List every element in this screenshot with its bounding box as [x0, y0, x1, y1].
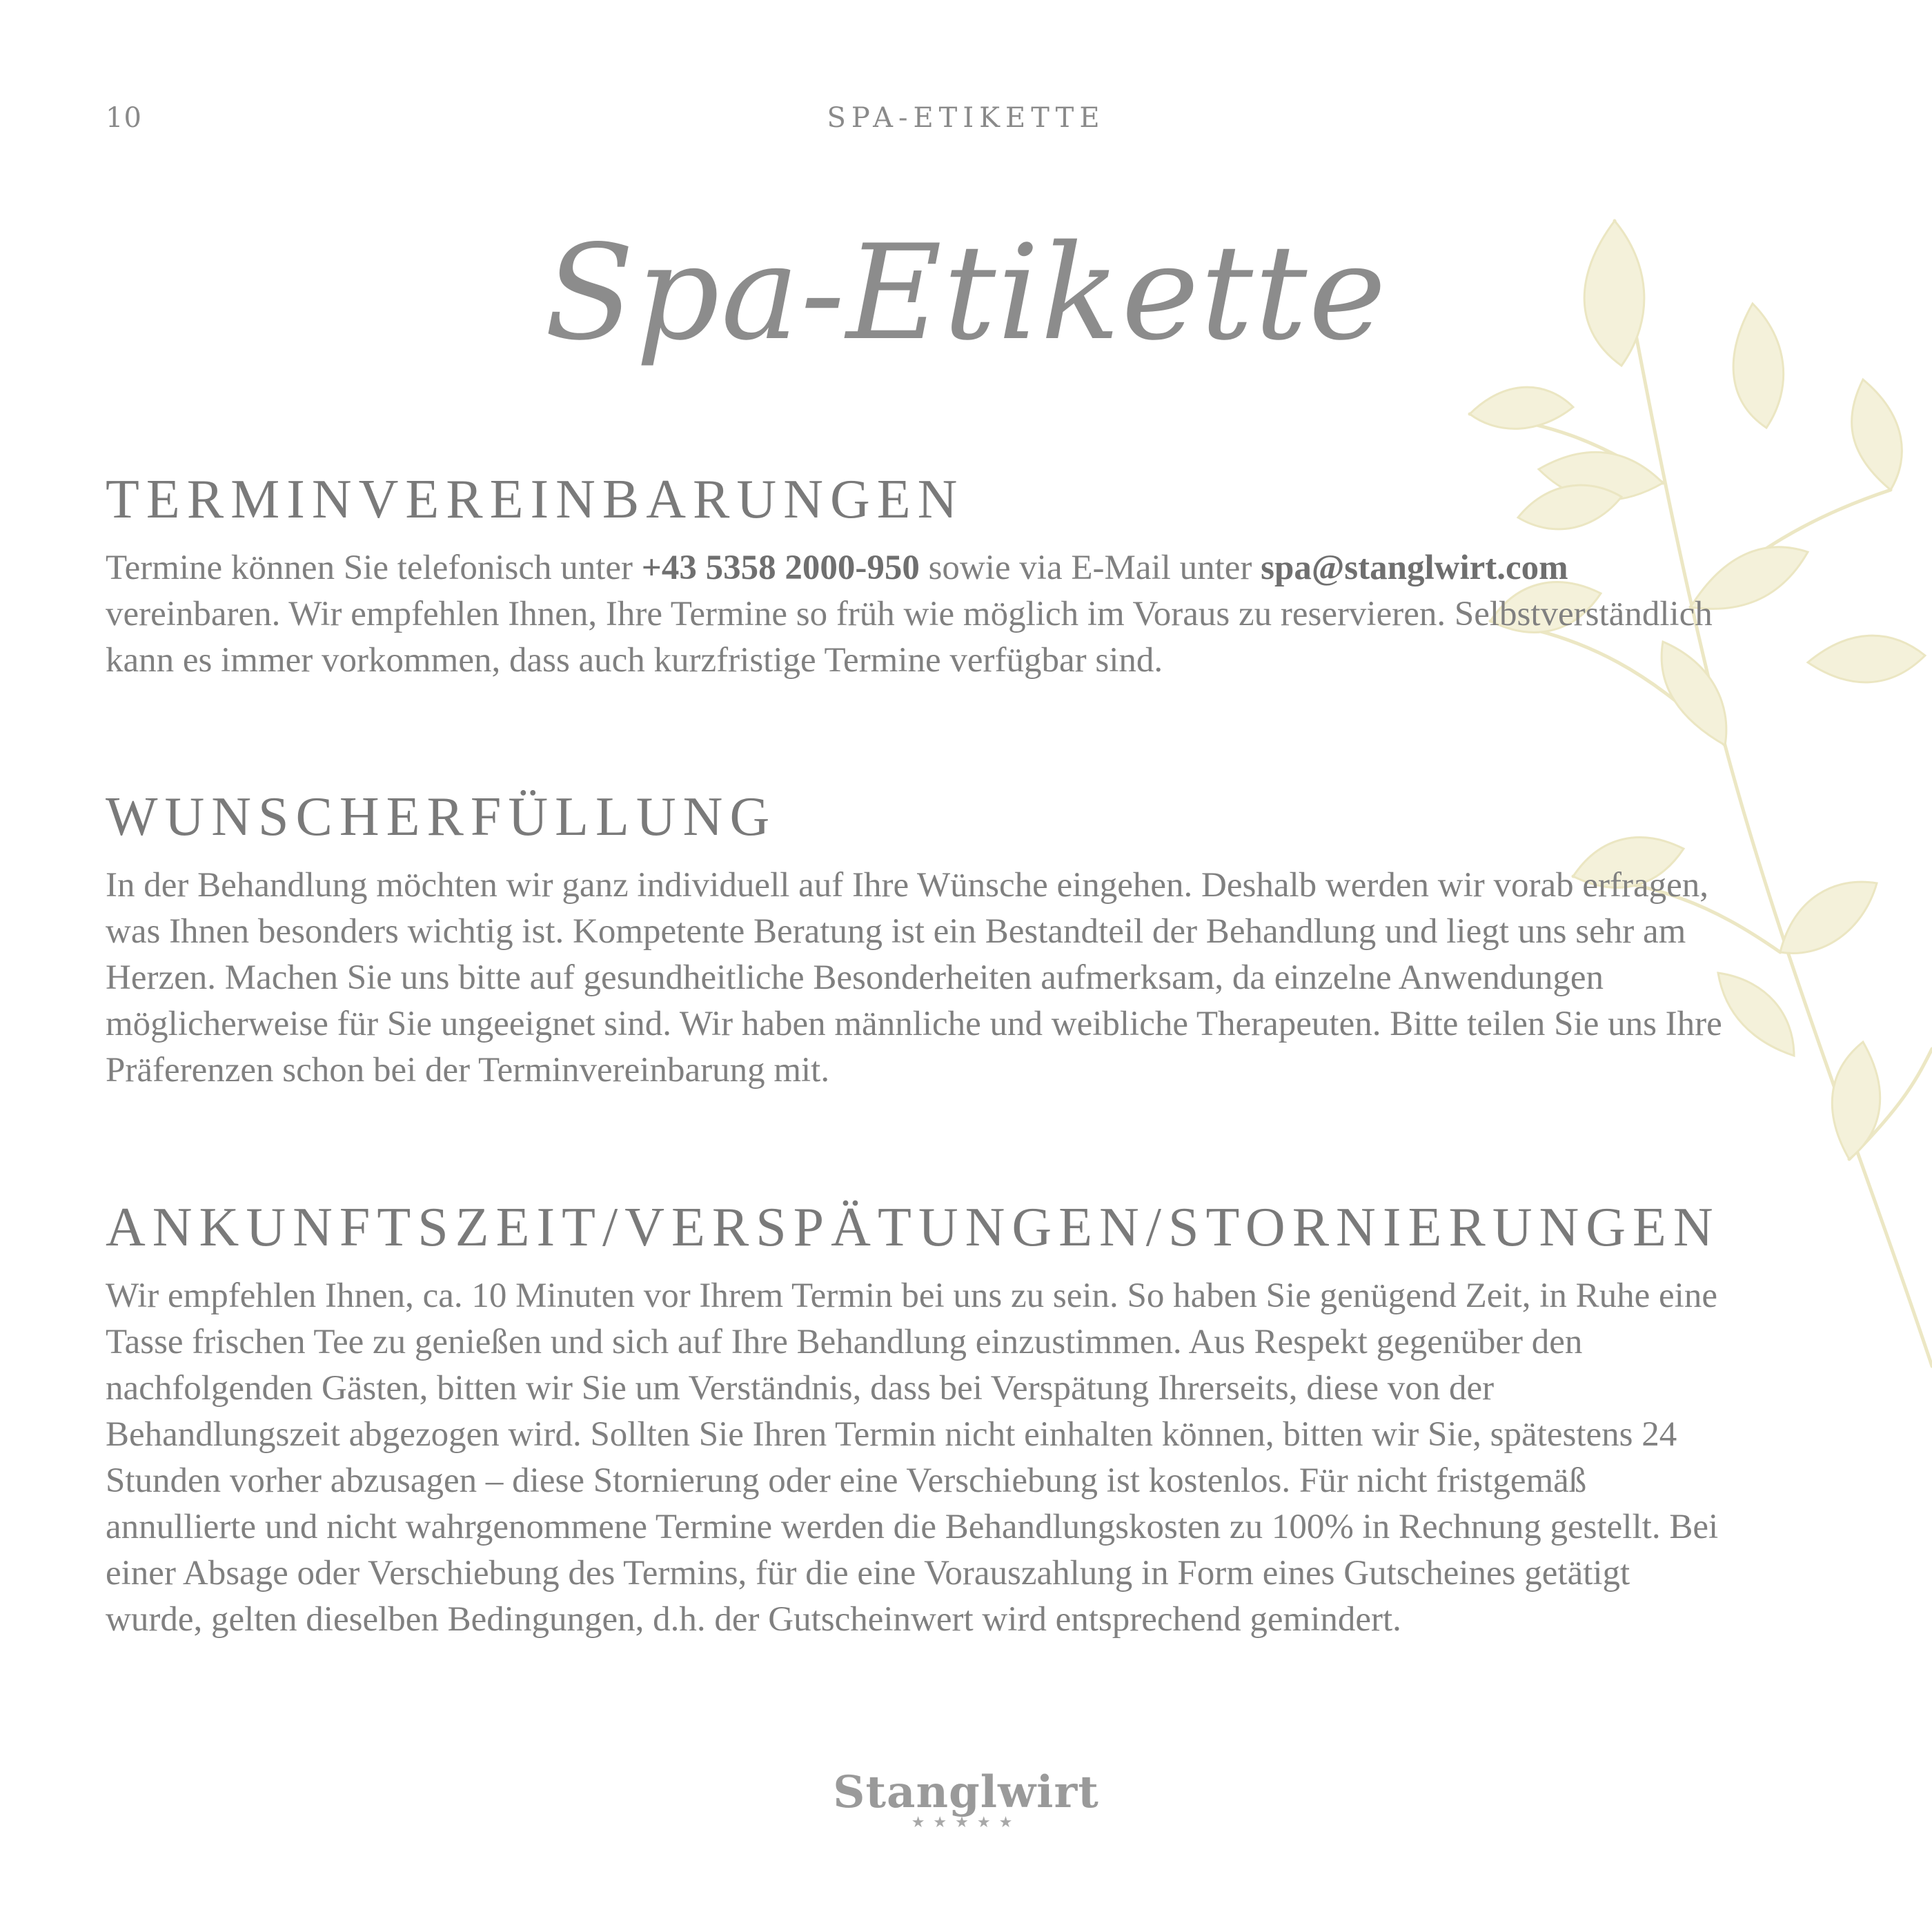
page-number: 10	[106, 102, 142, 134]
phone-number: +43 5358 2000-950	[641, 549, 920, 587]
section-body: Wir empfehlen Ihnen, ca. 10 Minuten vor Ihrem Termin bei uns zu sein. So haben Sie genügend Zeit, in Ruhe eine Tasse frischen Tee zu genießen und sich auf Ihre Behandlung einzustimmen. Aus Respekt gegenüber den nachfolgenden Gästen, bitten wir Sie um Verständnis, dass bei Verspätung Ihrerseits, diese von der Behandlungszeit abgezogen wird. Sollten Sie Ihren Termin nicht einhalten können, bitten wir Sie, spätestens 24 Stunden vorher abzusagen – diese Stornierung oder eine Verschiebung ist kostenlos. Für nicht fristgemäß annullierte und nicht wahrgenommene Termine werden die Behandlungskosten zu 100% in Rechnung gestellt. Bei einer Absage oder Verschiebung des Termins, für die eine Vorauszahlung in Form eines Gutscheines getätigt wurde, gelten dieselben Bedingungen, d.h. der Gutscheinwert wird entsprechend gemindert.	[106, 1276, 1719, 1639]
section-body	[106, 545, 1734, 684]
body-text: vereinbaren. Wir empfehlen Ihnen, Ihre Termine so früh wie möglich im Voraus zu reservieren. Selbstverständlich kann es immer vorkommen, dass auch kurzfristige Termine verfügbar sind.	[106, 595, 1713, 680]
section-terminvereinbarungen	[106, 469, 1734, 684]
body-text: sowie via E-Mail unter	[919, 549, 1261, 587]
section-heading: WUNSCHERFÜLLUNG	[106, 787, 777, 847]
section-body: In der Behandlung möchten wir ganz individuell auf Ihre Wünsche eingehen. Deshalb werden wir vorab erfragen, was Ihnen besonders wichtig ist. Kompetente Beratung ist ein Bestandteil der Behandlung und liegt uns sehr am Herzen. Machen Sie uns bitte auf gesundheitliche Besonderheiten aufmerksam, da einzelne Anwendungen möglicherweise für Sie ungeeignet sind. Wir haben männliche und weibliche Therapeuten. Bitte teilen Sie uns Ihre Präferenzen schon bei der Terminvereinbarung mit.	[106, 866, 1722, 1090]
running-head: SPA-ETIKETTE	[827, 102, 1105, 134]
stanglwirt-logo	[0, 1766, 1932, 1831]
logo-wordmark: Stanglwirt	[833, 1766, 1099, 1818]
logo-stars-icon: ★★★★★	[911, 1814, 1021, 1831]
section-heading: ANKUNFTSZEIT/VERSPÄTUNGEN/STORNIERUNGEN	[106, 1197, 1720, 1258]
section-wunscherfuellung	[106, 787, 1734, 1094]
section-heading: TERMINVEREINBARUNGEN	[106, 469, 965, 530]
section-ankunftszeit	[106, 1197, 1734, 1643]
body-text: Termine können Sie telefonisch unter	[106, 549, 642, 587]
email-address: spa@stanglwirt.com	[1261, 549, 1568, 587]
page-title: Spa-Etikette	[544, 217, 1388, 369]
